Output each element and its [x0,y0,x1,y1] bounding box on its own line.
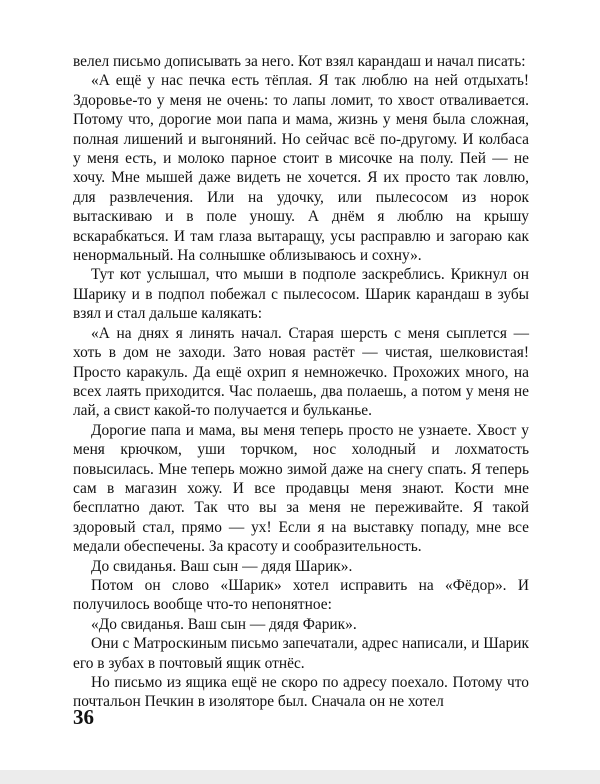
paragraph-3: Тут кот услышал, что мыши в подполе заскреблись. Крикнул он Шарику и в подпол побежал с пылесосом. Шарик карандаш в зубы взял и стал дальше калякать: [73,266,529,323]
paragraph-2: «А ещё у нас печка есть тёплая. Я так люблю на ней отдыхать! Здоровье-то у меня не очень: то лапы ломит, то хвост отваливается. Потому что, дорогие мои папа и мама, жизнь у меня была сложная, полная лишений и выгоняний. Но сейчас всё по-другому. И колбаса у меня есть, и молоко парное стоит в мисочке на полу. Пей — не хочу. Мне мышей даже видеть не хочется. Я их просто так ловлю, для развлечения. Или на удочку, или пылесосом из норок вытаскиваю и в поле уношу. А днём я люблю на крышу вскарабкаться. И там глаза вытаращу, усы расправлю и загораю как ненормальный. На солнышке облизываюсь и сохну». [73,72,529,265]
page-bottom-edge [0,770,600,784]
paragraph-1: велел письмо дописывать за него. Кот взял карандаш и начал писать: [73,53,526,70]
paragraph-6: До свиданья. Ваш сын — дядя Шарик». [91,557,353,575]
book-page-text [73,52,529,712]
paragraph-8: «До свиданья. Ваш сын — дядя Фарик». [91,615,357,633]
paragraph-4: «А на днях я линять начал. Старая шерсть с меня сыплется — хоть в дом не заходи. Зато новая растёт — чистая, шелковистая! Просто каракуль. Да ещё охрип я немножечко. Прохожих много, на всех лаять приходится. Час полаешь, два полаешь, а потом у меня не лай, а свист какой-то получается и бульканье. [73,324,529,420]
paragraph-5: Дорогие папа и мама, вы меня теперь просто не узнаете. Хвост у меня крючком, уши торчком, нос холодный и лохматость повысилась. Мне теперь можно зимой даже на снегу спать. Я теперь сам в магазин хожу. И все продавцы меня знают. Кости мне бесплатно дают. Так что вы за меня не переживайте. Я такой здоровый стал, прямо — ух! Если я на выставку попаду, мне все медали обеспечены. За красоту и сообразительность. [73,421,529,556]
paragraph-7: Потом он слово «Шарик» хотел исправить на «Фёдор». И получилось вообще что-то непонятное: [73,576,529,614]
page-number: 36 [73,705,94,729]
paragraph-9: Они с Матроскиным письмо запечатали, адрес написали, и Шарик его в зубах в почтовый ящик отнёс. [73,635,529,672]
paragraph-10: Но письмо из ящика ещё не скоро по адресу поехало. Потому что почтальон Печкин в изоляторе был. Сначала он не хотел [73,674,529,711]
